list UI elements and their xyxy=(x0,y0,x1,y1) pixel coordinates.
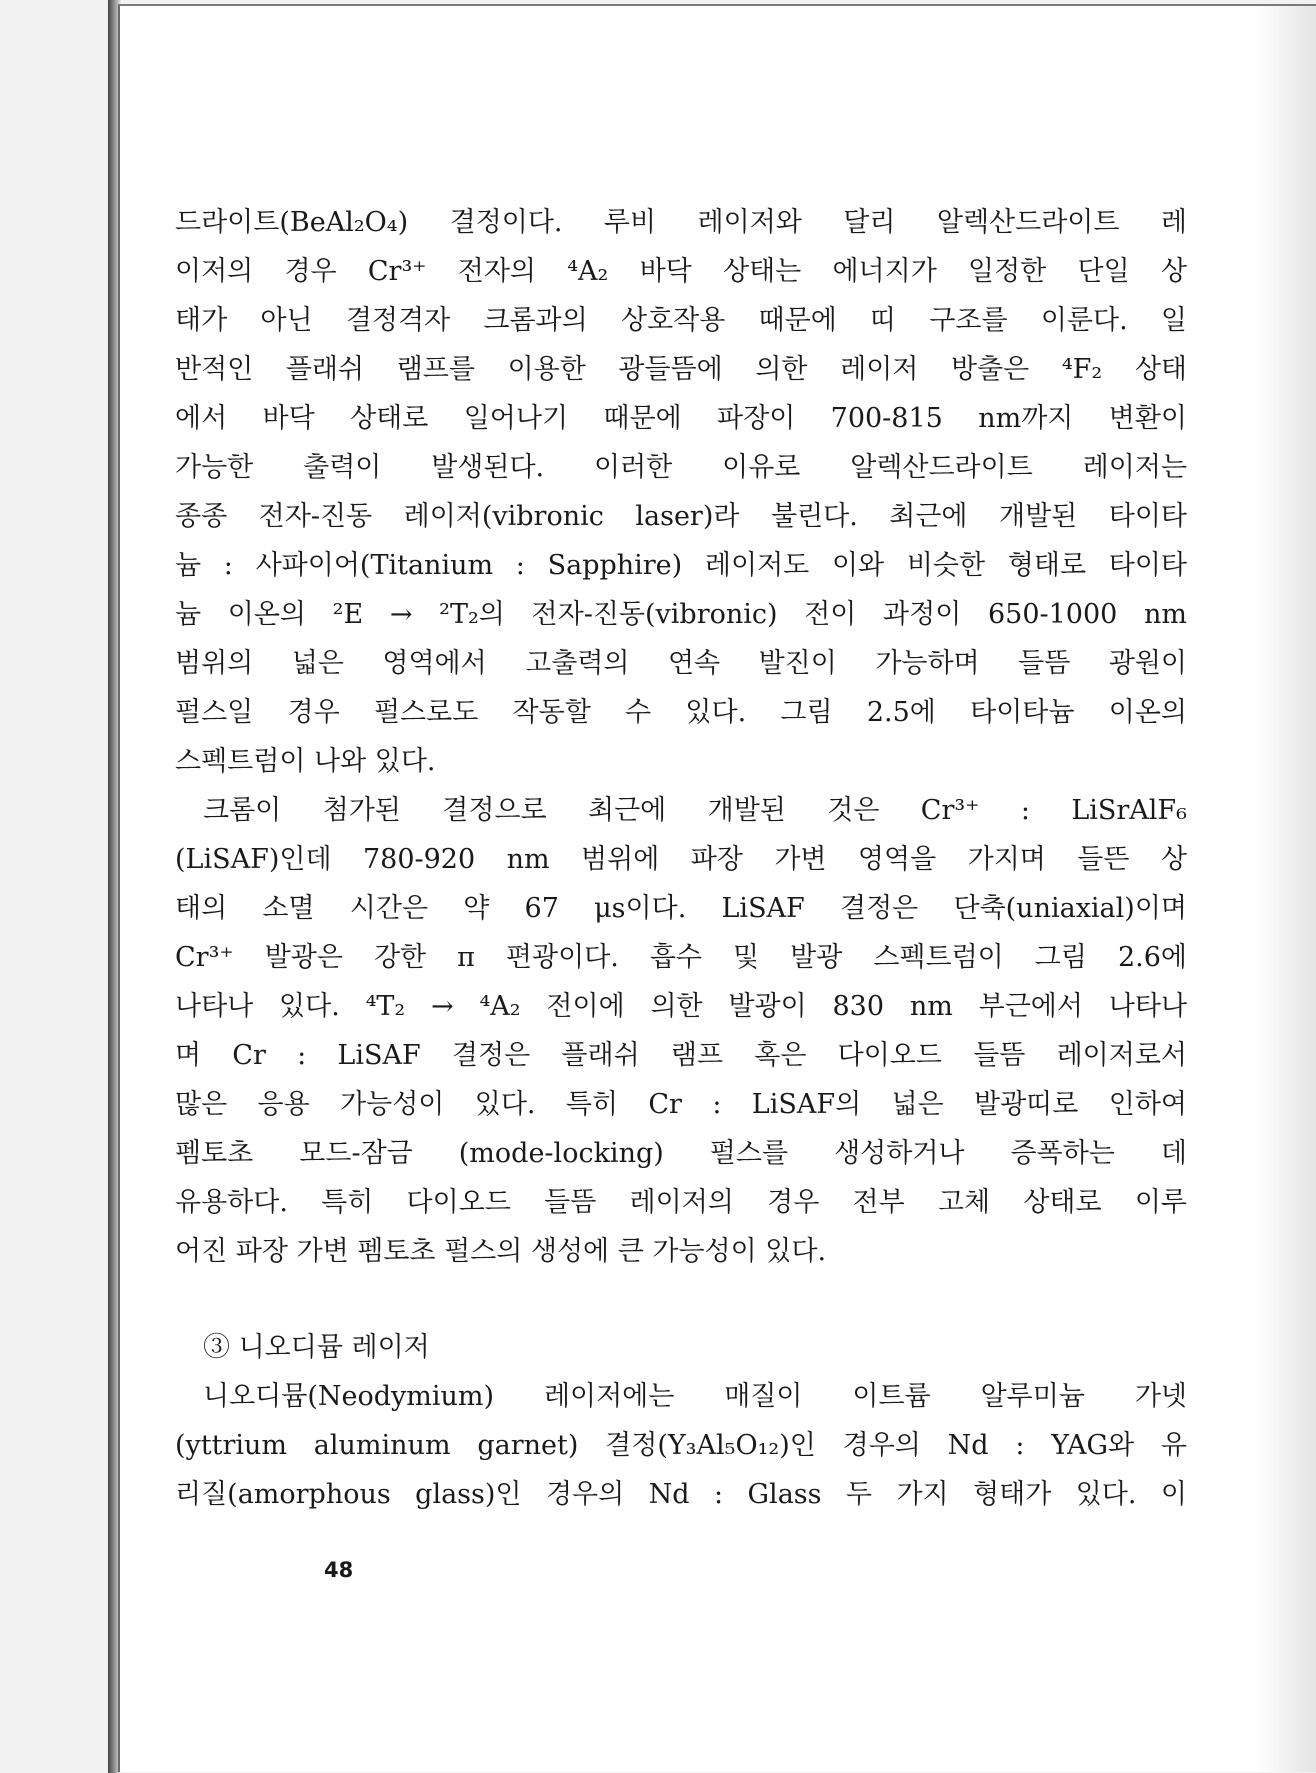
text-line: 펨토초 모드-잠금 (mode-locking) 펄스를 생성하거나 증폭하는 데 xyxy=(175,1138,1187,1169)
text-line: 태의 소멸 시간은 약 67 μs이다. LiSAF 결정은 단축(uniaxial)이며 xyxy=(175,893,1187,924)
text-line: (LiSAF)인데 780-920 nm 범위에 파장 가변 영역을 가지며 들뜬 상 xyxy=(175,844,1187,875)
section-spacer xyxy=(175,1276,1187,1323)
paragraph-lisaf xyxy=(175,786,1187,1276)
text-line: 늄 이온의 ²E → ²T₂의 전자-진동(vibronic) 전이 과정이 650-1000 nm xyxy=(175,599,1187,630)
text-line: 범위의 넓은 영역에서 고출력의 연속 발진이 가능하며 들뜸 광원이 xyxy=(175,648,1187,679)
text-line: 반적인 플래쉬 램프를 이용한 광들뜸에 의한 레이저 방출은 ⁴F₂ 상태 xyxy=(175,354,1187,385)
paragraph-neodymium xyxy=(175,1372,1187,1519)
text-line: 어진 파장 가변 펨토초 펄스의 생성에 큰 가능성이 있다. xyxy=(175,1236,827,1267)
paragraph-alexandrite xyxy=(175,198,1187,786)
text-line: 나타나 있다. ⁴T₂ → ⁴A₂ 전이에 의한 발광이 830 nm 부근에서 나타나 xyxy=(175,991,1187,1022)
text-line: 유용하다. 특히 다이오드 들뜸 레이저의 경우 전부 고체 상태로 이루 xyxy=(175,1187,1187,1218)
text-line: 이저의 경우 Cr³⁺ 전자의 ⁴A₂ 바닥 상태는 에너지가 일정한 단일 상 xyxy=(175,256,1187,287)
text-line: 펄스일 경우 펄스로도 작동할 수 있다. 그림 2.5에 타이타늄 이온의 xyxy=(175,697,1187,728)
text-line: (yttrium aluminum garnet) 결정(Y₃Al₅O₁₂)인 경우의 Nd : YAG와 유 xyxy=(175,1430,1187,1461)
text-line: 종종 전자-진동 레이저(vibronic laser)라 불린다. 최근에 개발된 타이타 xyxy=(175,501,1187,532)
text-line: 가능한 출력이 발생된다. 이러한 이유로 알렉산드라이트 레이저는 xyxy=(175,452,1187,483)
text-line: 크롬이 첨가된 결정으로 최근에 개발된 것은 Cr³⁺ : LiSrAlF₆ xyxy=(203,795,1187,826)
text-line: 많은 응용 가능성이 있다. 특히 Cr : LiSAF의 넓은 발광띠로 인하여 xyxy=(175,1089,1187,1120)
text-line: 드라이트(BeAl₂O₄) 결정이다. 루비 레이저와 달리 알렉산드라이트 레 xyxy=(175,207,1187,238)
page-number: 48 xyxy=(324,1558,354,1582)
text-line: 스펙트럼이 나와 있다. xyxy=(175,746,436,777)
text-line: 늄 : 사파이어(Titanium : Sapphire) 레이저도 이와 비슷한 형태로 타이타 xyxy=(175,550,1187,581)
page-edge-shading xyxy=(1256,6,1316,1772)
text-line: 며 Cr : LiSAF 결정은 플래쉬 램프 혹은 다이오드 들뜸 레이저로서 xyxy=(175,1040,1187,1071)
text-line: 에서 바닥 상태로 일어나기 때문에 파장이 700-815 nm까지 변환이 xyxy=(175,403,1187,434)
text-line: Cr³⁺ 발광은 강한 π 편광이다. 흡수 및 발광 스펙트럼이 그림 2.6에 xyxy=(175,942,1187,973)
text-line: 니오디뮴(Neodymium) 레이저에는 매질이 이트륨 알루미늄 가넷 xyxy=(203,1381,1187,1412)
text-line: 태가 아닌 결정격자 크롬과의 상호작용 때문에 띠 구조를 이룬다. 일 xyxy=(175,305,1187,336)
section-heading: ③ 니오디뮴 레이저 xyxy=(203,1332,430,1363)
body-text xyxy=(175,198,1187,1519)
text-line: 리질(amorphous glass)인 경우의 Nd : Glass 두 가지 형태가 있다. 이 xyxy=(175,1479,1187,1510)
